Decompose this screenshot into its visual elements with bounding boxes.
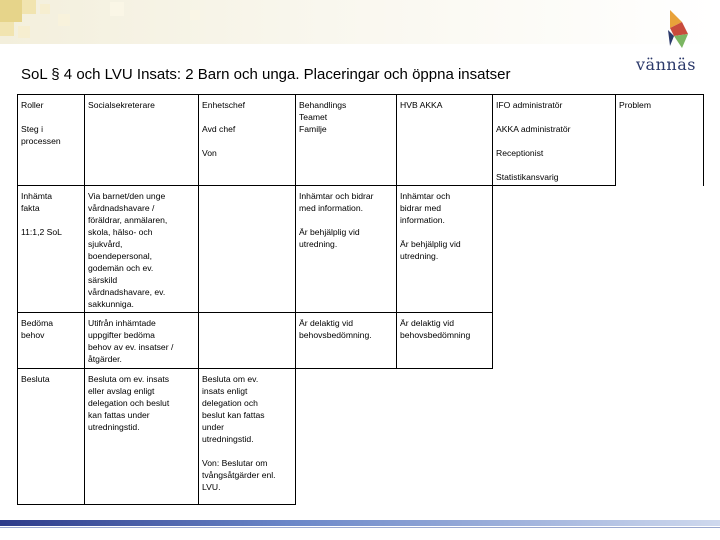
enhetschef-cell xyxy=(199,369,296,505)
header-von: Von xyxy=(202,148,217,158)
header-roller: Roller xyxy=(21,100,44,110)
socialsekreterare-cell xyxy=(85,369,199,505)
hvb-cell xyxy=(397,186,493,313)
step-label: Besluta xyxy=(21,374,50,384)
step-label: Bedöma behov xyxy=(21,318,54,340)
header-band xyxy=(0,0,720,44)
hvb-text: Är behjälplig vid utredning. xyxy=(400,239,461,261)
header-roller-cell xyxy=(18,95,85,186)
header-problem: Problem xyxy=(619,100,651,110)
logo-text: vännäs xyxy=(636,55,696,74)
step-cell xyxy=(18,186,85,313)
header-akka-admin: AKKA administratör xyxy=(496,124,571,134)
problem-cell xyxy=(616,313,704,369)
hvb-cell xyxy=(397,313,493,369)
footer-bar xyxy=(0,520,720,526)
problem-cell xyxy=(616,186,704,313)
step-cell xyxy=(18,369,85,505)
behandling-cell xyxy=(296,369,397,505)
header-socialsekreterare-cell xyxy=(85,95,199,186)
behandling-text: Inhämtar och bidrar med information. xyxy=(299,191,374,213)
header-receptionist: Receptionist xyxy=(496,148,544,158)
step-cell xyxy=(18,313,85,369)
table-row xyxy=(18,369,704,505)
footer-line xyxy=(0,527,720,528)
behandling-text: Är behjälplig vid utredning. xyxy=(299,227,360,249)
header-behandling-cell xyxy=(296,95,397,186)
hvb-cell xyxy=(397,369,493,505)
table-header-row xyxy=(18,95,704,186)
header-hvb: HVB AKKA xyxy=(400,100,443,110)
admin-cell xyxy=(493,369,616,505)
hvb-text: Är delaktig vid behovsbedömning xyxy=(400,318,471,340)
table-row xyxy=(18,313,704,369)
admin-cell xyxy=(493,313,616,369)
von-text: Von: Beslutar om tvångsåtgärder enl. LVU. xyxy=(202,458,276,492)
header-ifo-admin: IFO administratör xyxy=(496,100,563,110)
header-admin-cell xyxy=(493,95,616,186)
socialsekreterare-text: Utifrån inhämtade uppgifter bedöma behov av ev. insatser / åtgärder. xyxy=(88,318,174,364)
header-hvb-cell xyxy=(397,95,493,186)
table-row xyxy=(18,186,704,313)
header-avd-chef: Avd chef xyxy=(202,124,236,134)
socialsekreterare-cell xyxy=(85,186,199,313)
header-statistik: Statistikansvarig xyxy=(496,172,559,182)
step-label: Inhämta fakta xyxy=(21,191,53,213)
header-behandling: Behandlings Teamet Familje xyxy=(299,100,347,134)
header-enhetschef-cell xyxy=(199,95,296,186)
step-reference: 11:1,2 SoL xyxy=(21,227,62,237)
enhetschef-cell xyxy=(199,313,296,369)
socialsekreterare-text: Besluta om ev. insats eller avslag enligt delegation och beslut kan fattas under utredningstid. xyxy=(88,374,170,432)
behandling-cell xyxy=(296,313,397,369)
process-table xyxy=(17,94,704,505)
behandling-text: Är delaktig vid behovsbedömning. xyxy=(299,318,372,340)
header-enhetschef: Enhetschef xyxy=(202,100,245,110)
header-socialsekreterare: Socialsekreterare xyxy=(88,100,155,110)
page-title: SoL § 4 och LVU Insats: 2 Barn och unga. Placeringar och öppna insatser xyxy=(21,66,511,83)
admin-cell xyxy=(493,186,616,313)
enhetschef-cell xyxy=(199,186,296,313)
behandling-cell xyxy=(296,186,397,313)
header-problem-cell xyxy=(616,95,704,186)
enhetschef-text: Besluta om ev. insats enligt delegation och beslut kan fattas under utredningstid. xyxy=(202,374,265,444)
socialsekreterare-text: Via barnet/den unge vårdnadshavare / föräldrar, anmälaren, skola, hälso- och sjukvård, boendepersonal, godemän och ev. särskild vårdnadshavare, ev. sakkunniga. xyxy=(88,191,168,309)
hvb-text: Inhämtar och bidrar med information. xyxy=(400,191,451,225)
problem-cell xyxy=(616,369,704,505)
header-steg: Steg i processen xyxy=(21,124,61,146)
socialsekreterare-cell xyxy=(85,313,199,369)
